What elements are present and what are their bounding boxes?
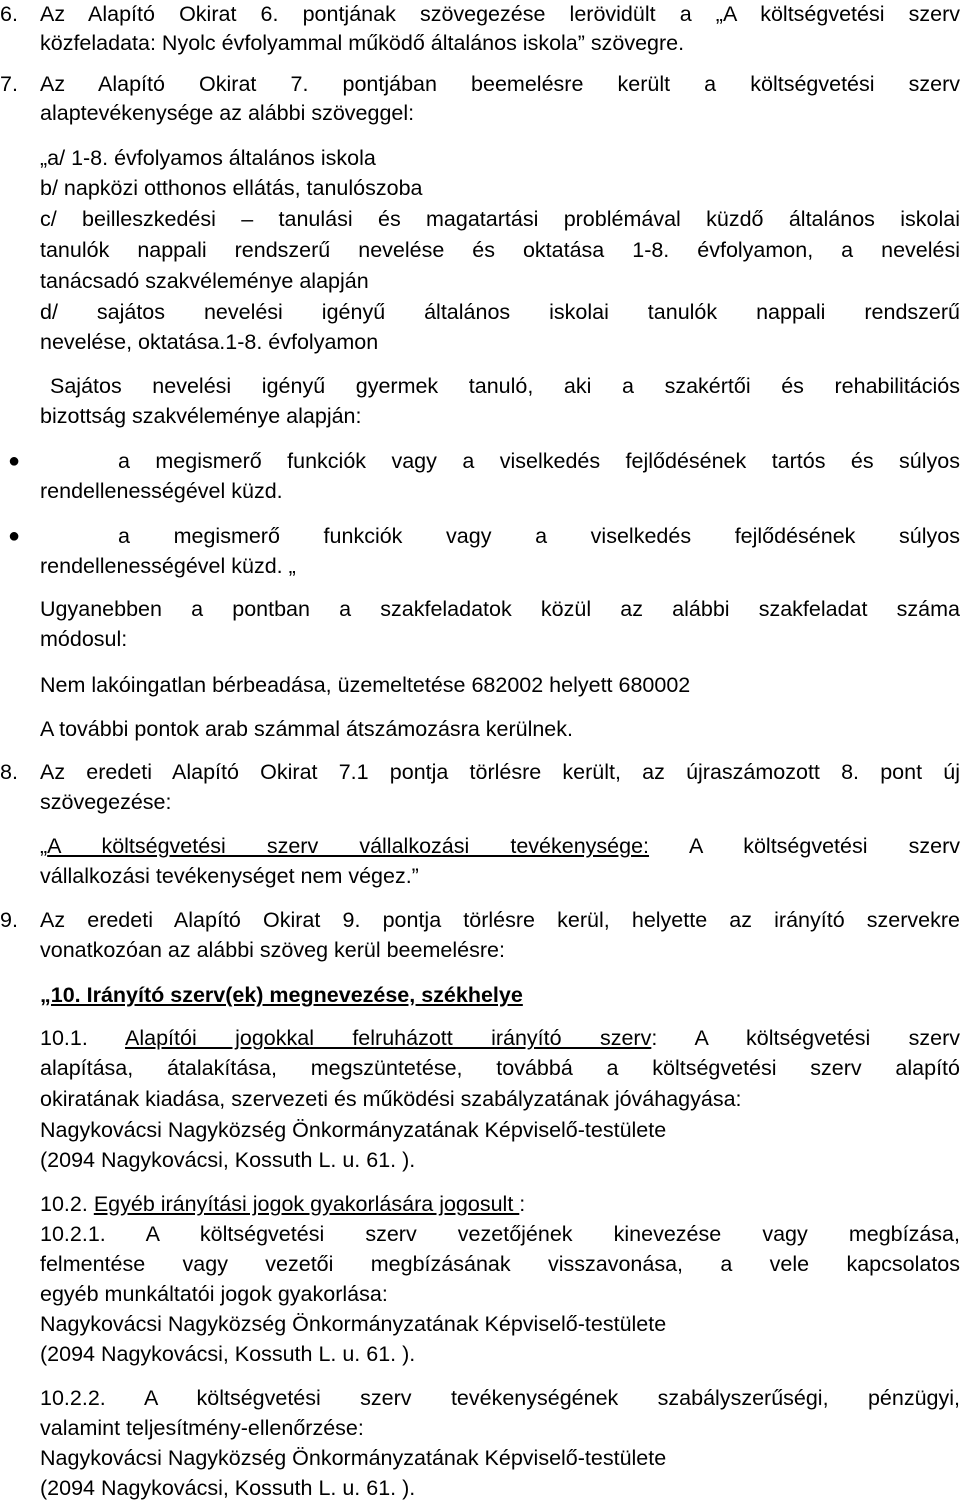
item-8-number: 8.	[0, 760, 18, 784]
activity-c-line3: tanácsadó szakvéleménye alapján	[40, 269, 369, 293]
section-10-2-1-address: (2094 Nagykovácsi, Kossuth L. u. 61. ).	[40, 1342, 416, 1366]
item-6-line1: Az Alapító Okirat 6. pontjának szövegezése lerövidült a „A költségvetési szerv	[40, 2, 960, 26]
section-10-1-line1	[40, 1024, 960, 1053]
item-8-rest: A költségvetési szerv	[649, 834, 960, 858]
activity-c-line1: c/ beilleszkedési – tanulási és magatartási problémával küzdő általános iskolai	[40, 207, 960, 231]
section-10-1-body: Nagykovácsi Nagyközség Önkormányzatának Képviselő-testülete	[40, 1118, 667, 1142]
section-10-2-2-line1: 10.2.2. A költségvetési szerv tevékenységének szabályszerűségi, pénzügyi,	[40, 1386, 960, 1410]
section-10-2-1-line3: egyéb munkáltatói jogok gyakorlása:	[40, 1282, 388, 1306]
special-needs-line2: bizottság szakvéleménye alapján:	[40, 404, 362, 428]
modification-line4: A további pontok arab számmal átszámozásra kerülnek.	[40, 717, 573, 741]
activity-a: „a/ 1-8. évfolyamos általános iskola	[40, 146, 376, 170]
section-10-heading: „10. Irányító szerv(ek) megnevezése, székhelye	[40, 983, 523, 1007]
item-8-line4: vállalkozási tevékenységet nem végez.”	[40, 864, 419, 888]
bullet-2-line1: a megismerő funkciók vagy a viselkedés fejlődésének súlyos	[118, 524, 960, 548]
section-10-2-title: Egyéb irányítási jogok gyakorlására jogosult	[93, 1192, 520, 1216]
section-10-2-number: 10.2.	[40, 1192, 88, 1216]
item-7-number: 7.	[0, 72, 18, 96]
bullet-dot-icon: ●	[8, 525, 21, 547]
bullet-2-line2: rendellenességével küzd. „	[40, 554, 296, 578]
item-6-line2: közfeladata: Nyolc évfolyammal működő általános iskola” szövegre.	[40, 31, 685, 55]
section-10-2-2-address: (2094 Nagykovácsi, Kossuth L. u. 61. ).	[40, 1476, 416, 1500]
section-10-1-address: (2094 Nagykovácsi, Kossuth L. u. 61. ).	[40, 1148, 416, 1172]
item-8-underlined-title: A költségvetési szerv vállalkozási tevékenysége:	[47, 834, 650, 858]
item-8-line1: Az eredeti Alapító Okirat 7.1 pontja törlésre került, az újraszámozott 8. pont új	[40, 760, 960, 784]
item-8-line2: szövegezése:	[40, 790, 172, 814]
modification-line3: Nem lakóingatlan bérbeadása, üzemeltetése 682002 helyett 680002	[40, 673, 691, 697]
special-needs-line1: Sajátos nevelési igényű gyermek tanuló, aki a szakértői és rehabilitációs	[50, 374, 960, 398]
item-7-line1: Az Alapító Okirat 7. pontjában beemelésre került a költségvetési szerv	[40, 72, 960, 96]
item-9-line1: Az eredeti Alapító Okirat 9. pontja törlésre kerül, helyette az irányító szervekre	[40, 908, 960, 932]
bullet-dot-icon: ●	[8, 450, 21, 472]
section-10-1-line3: okiratának kiadása, szervezeti és működési szabályzatának jóváhagyása:	[40, 1087, 742, 1111]
item-8-quote-open: „	[40, 834, 48, 858]
item-8-line3	[40, 832, 960, 861]
bullet-1-line2: rendellenességével küzd.	[40, 479, 283, 503]
bullet-1-line1: a megismerő funkciók vagy a viselkedés fejlődésének tartós és súlyos	[118, 449, 960, 473]
section-10-1-title: Alapítói jogokkal felruházott irányító szerv	[125, 1026, 652, 1050]
section-10-2-1-line1: 10.2.1. A költségvetési szerv vezetőjének kinevezése vagy megbízása,	[40, 1222, 960, 1246]
section-10-2-colon: :	[519, 1192, 526, 1216]
activity-c-line2: tanulók nappali rendszerű nevelése és oktatása 1-8. évfolyamon, a nevelési	[40, 238, 960, 262]
activity-d-line2: nevelése, oktatása.1-8. évfolyamon	[40, 330, 379, 354]
modification-line2: módosul:	[40, 627, 128, 651]
modification-line1: Ugyanebben a pontban a szakfeladatok közül az alábbi szakfeladat száma	[40, 597, 960, 621]
section-10-2-1-body: Nagykovácsi Nagyközség Önkormányzatának Képviselő-testülete	[40, 1312, 667, 1336]
section-10-2-2-body: Nagykovácsi Nagyközség Önkormányzatának Képviselő-testülete	[40, 1446, 667, 1470]
section-10-1-line2: alapítása, átalakítása, megszüntetése, továbbá a költségvetési szerv alapító	[40, 1056, 960, 1080]
item-7-line2: alaptevékenysége az alábbi szöveggel:	[40, 101, 415, 125]
section-10-1-rest: : A költségvetési szerv	[651, 1026, 960, 1050]
section-10-2-1-line2: felmentése vagy vezetői megbízásának visszavonása, a vele kapcsolatos	[40, 1252, 960, 1276]
item-6-number: 6.	[0, 2, 18, 26]
section-10-2-2-line2: valamint teljesítmény-ellenőrzése:	[40, 1416, 364, 1440]
section-10-2-line	[40, 1190, 960, 1219]
activity-b: b/ napközi otthonos ellátás, tanulószoba	[40, 176, 423, 200]
item-9-number: 9.	[0, 908, 18, 932]
section-10-1-number: 10.1.	[40, 1026, 88, 1050]
activity-d-line1: d/ sajátos nevelési igényű általános iskolai tanulók nappali rendszerű	[40, 300, 960, 324]
item-9-line2: vonatkozóan az alábbi szöveg kerül beemelésre:	[40, 938, 505, 962]
